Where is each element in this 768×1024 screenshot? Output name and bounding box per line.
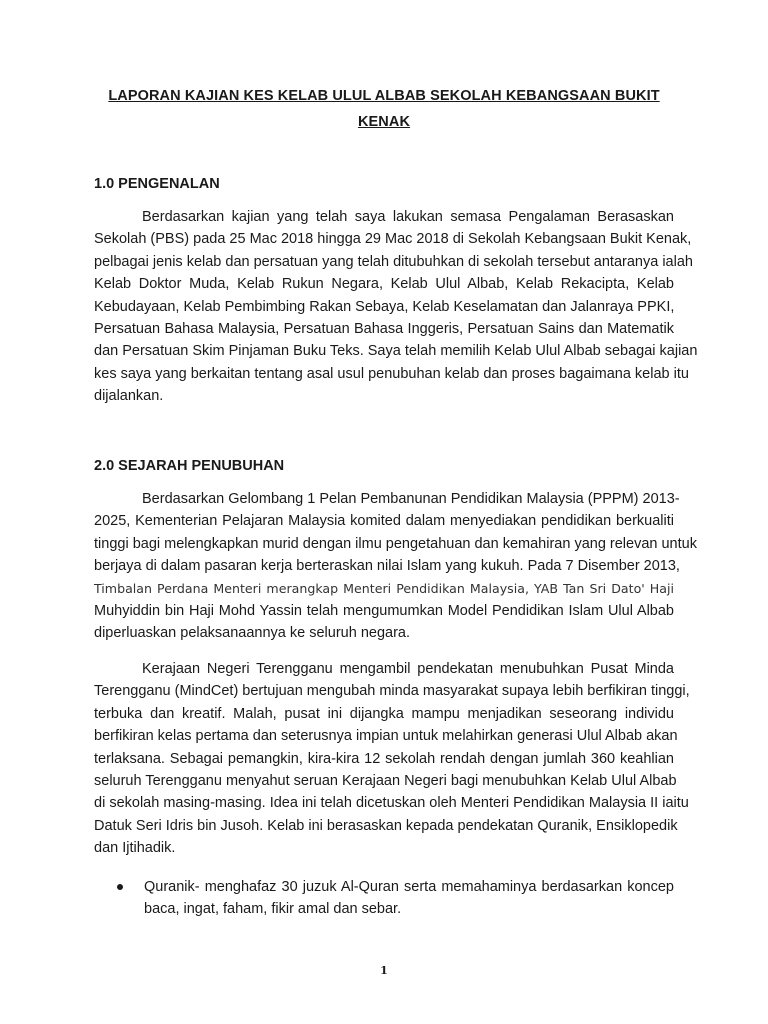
paragraph-line: Kelab Doktor Muda, Kelab Rukun Negara, Kelab Ulul Albab, Kelab Rekacipta, Kelab xyxy=(94,276,674,293)
bullet-line: baca, ingat, faham, fikir amal dan sebar. xyxy=(144,901,402,918)
paragraph-line: terbuka dan kreatif. Malah, pusat ini dijangka mampu menjadikan seseorang individu xyxy=(94,705,674,722)
paragraph-line: Datuk Seri Idris bin Jusoh. Kelab ini berasaskan kepada pendekatan Quranik, Ensiklopedik xyxy=(94,817,678,834)
paragraph-line: Kerajaan Negeri Terengganu mengambil pendekatan menubuhkan Pusat Minda xyxy=(142,661,674,677)
paragraph-line: dan Persatuan Skim Pinjaman Buku Teks. Saya telah memilih Kelab Ulul Albab sebagai kajian xyxy=(94,343,698,360)
paragraph-line: Persatuan Bahasa Malaysia, Persatuan Bahasa Inggeris, Persatuan Sains dan Matematik xyxy=(94,321,674,338)
paragraph-terengganu xyxy=(94,658,690,860)
page-number: 1 xyxy=(380,964,388,977)
paragraph-line: di sekolah masing-masing. Idea ini telah dicetuskan oleh Menteri Pendidikan Malaysia II iaitu xyxy=(94,795,689,812)
paragraph-line: 2025, Kementerian Pelajaran Malaysia komited dalam menyediakan pendidikan berkualiti xyxy=(94,513,674,530)
title-line: LAPORAN KAJIAN KES KELAB ULUL ALBAB SEKOLAH KEBANGSAAN BUKIT xyxy=(108,88,660,104)
paragraph-line: Muhyiddin bin Haji Mohd Yassin telah mengumumkan Model Pendidikan Islam Ulul Albab xyxy=(94,603,674,620)
bullet-list xyxy=(94,876,674,921)
paragraph-line: pelbagai jenis kelab dan persatuan yang telah ditubuhkan di sekolah tersebut antaranya ialah xyxy=(94,253,693,270)
paragraph-line: seluruh Terengganu menyahut seruan Kerajaan Negeri bagi menubuhkan Kelab Ulul Albab xyxy=(94,773,677,790)
bullet-text xyxy=(119,876,674,921)
paragraph-line: kes saya yang berkaitan tentang asal usul penubuhan kelab dan proses bagaimana kelab itu xyxy=(94,365,689,382)
paragraph-pengenalan xyxy=(94,206,698,408)
section-heading-sejarah-penubuhan: 2.0 SEJARAH PENUBUHAN xyxy=(94,458,285,474)
title-line: KENAK xyxy=(357,114,411,130)
paragraph-line: Kebudayaan, Kelab Pembimbing Rakan Sebaya, Kelab Keselamatan dan Jalanraya PPKI, xyxy=(94,298,675,315)
document-title xyxy=(95,83,673,135)
paragraph-line: dijalankan. xyxy=(94,388,164,405)
paragraph-line: Berdasarkan kajian yang telah saya lakukan semasa Pengalaman Berasaskan xyxy=(142,209,674,225)
paragraph-line: Timbalan Perdana Menteri merangkap Menteri Pendidikan Malaysia, YAB Tan Sri Dato' Haji xyxy=(94,580,674,596)
paragraph-line: tinggi bagi melengkapkan murid dengan ilmu pengetahuan dan kemahiran yang relevan untuk xyxy=(94,535,697,552)
paragraph-line: terlaksana. Sebagai pemangkin, kira-kira 12 sekolah rendah dengan jumlah 360 keahlian xyxy=(94,750,674,767)
paragraph-line: berjaya di dalam pasaran kerja berteraskan nilai Islam yang kukuh. Pada 7 Disember 2013, xyxy=(94,558,680,575)
paragraph-line: diperluaskan pelaksanaannya ke seluruh negara. xyxy=(94,625,410,642)
bullet-icon xyxy=(117,884,123,890)
paragraph-pppm xyxy=(94,488,697,645)
bullet-line: Quranik- menghafaz 30 juzuk Al-Quran serta memahaminya berdasarkan koncep xyxy=(144,879,674,895)
list-item xyxy=(94,876,674,921)
paragraph-line: Terengganu (MindCet) bertujuan mengubah minda masyarakat supaya lebih berfikiran tinggi, xyxy=(94,683,690,700)
section-heading-pengenalan: 1.0 PENGENALAN xyxy=(94,176,220,192)
paragraph-line: Sekolah (PBS) pada 25 Mac 2018 hingga 29 Mac 2018 di Sekolah Kebangsaan Bukit Kenak, xyxy=(94,231,692,248)
paragraph-line: dan Ijtihadik. xyxy=(94,840,176,857)
paragraph-line: Berdasarkan Gelombang 1 Pelan Pembanunan Pendidikan Malaysia (PPPM) 2013- xyxy=(142,491,680,507)
paragraph-line: berfikiran kelas pertama dan seterusnya impian untuk melahirkan generasi Ulul Albab akan xyxy=(94,728,678,745)
